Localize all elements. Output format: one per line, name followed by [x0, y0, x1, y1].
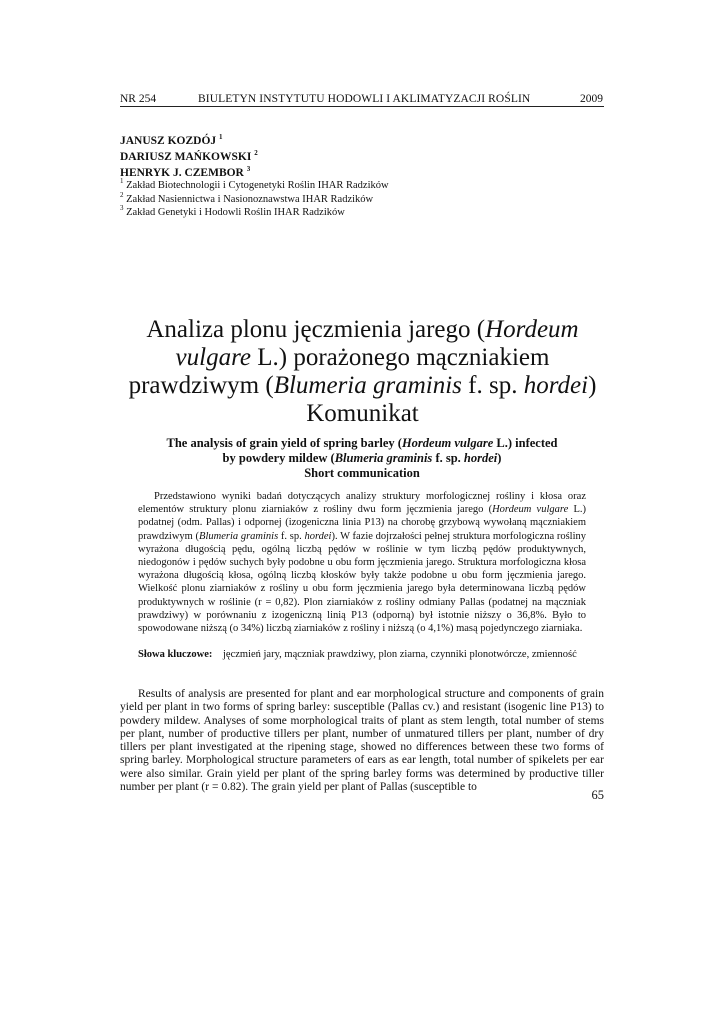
- affiliation: $^2$ Zakład Nasiennictwa i Nasionoznawstwa IHAR Radzików: [120, 190, 374, 205]
- keywords-text: jęczmień jary, mączniak prawdziwy, plon ziarna, czynniki plonotwórcze, zmienność: [223, 649, 577, 660]
- abstract: [138, 490, 586, 635]
- author-list: [120, 133, 520, 181]
- abstract-paragraph: Przedstawiono wyniki badań dotyczących analizy struktury morfologicznej rośliny i kłosa oraz elementów struktury plonu ziarniaków z rośliny dwu form jęczmienia jarego (Hordeum vulgare L.) podatnej (odm. Pallas) i odpornej (izogeniczna linia P13) na chorobę grzybową wywołaną mączniakiem prawdziwym (Blumeria graminis f. sp. hordei). W fazie dojrzałości pełnej struktura morfologiczna rośliny wyrażona długością pędu, ogólną liczbą pędów w roślinie w tym liczbą pędów produktywnych, niedogonów i pędów suchych były podobne u obu form jęczmienia jarego. Struktura morfologiczna kłosa wyrażona długością kłosa, ogólną liczbą kłosków były także podobne u obu form jęczmienia jarego. Wielkość plonu ziarniaków z rośliny u obu form jęczmienia jarego była determinowana liczbą pędów produktywnych w roślinie (r = 0,82). Plon ziarniaków z rośliny odmiany Pallas (podatnej na mączniak prawdziwy) w porównaniu z izogeniczną linią P13 (odporną) był istotnie niższy o 36,8%. Było to spowodowane niższą (o 34%) liczbą ziarniaków z rośliny i niższą (o 4,1%) masą pojedynczego ziarniaka.: [138, 491, 586, 635]
- keywords-label: Słowa kluczowe:: [138, 649, 213, 660]
- author: DARIUSZ MAŃKOWSKI $^2$: [120, 149, 258, 163]
- affiliation: $^3$ Zakład Genetyki i Hodowli Roślin IHAR Radzików: [120, 204, 345, 218]
- running-header: [120, 92, 604, 106]
- issue-number: NR 254: [120, 93, 157, 105]
- summary-paragraph: Results of analysis are presented for plant and ear morphological structure and components of grain yield per plant in two forms of spring barley: susceptible (Pallas cv.) and resistant (isogenic line P13) to powdery mildew. Analyses of some morphological traits of plant as stem length, total number of stems per plant, number of productive tillers per plant, number of unmatured tillers per plant, number of dry tillers per plant investigated at the ripening stage, showed no differences between these two forms of spring barley. Morphological structure parameters of ears as ear length, total number of spikelets per ear were also similar. Grain yield per plant of the spring barley forms was determined by productive tiller number per plant (r = 0.82). The grain yield per plant of Pallas (susceptible to: [120, 688, 604, 794]
- paper-title: [110, 316, 615, 428]
- title-line: Komunikat: [306, 400, 419, 427]
- affiliation: $^1$ Zakład Biotechnologii i Cytogenetyki Roślin IHAR Radzików: [120, 177, 389, 191]
- author: HENRYK J. CZEMBOR $^3$: [120, 165, 251, 179]
- subtitle-line: Short communication: [304, 466, 420, 480]
- affiliation-list: [120, 179, 520, 220]
- journal-title: BIULETYN INSTYTUTU HODOWLI I AKLIMATYZACJI ROŚLIN: [198, 93, 531, 105]
- header-rule: [120, 106, 604, 107]
- title-line: vulgare L.) porażonego mączniakiem: [175, 344, 550, 371]
- subtitle-line: The analysis of grain yield of spring barley (Hordeum vulgare L.) infected: [166, 436, 558, 450]
- author: JANUSZ KOZDÓJ $^1$: [120, 133, 223, 147]
- publication-year: 2009: [580, 93, 603, 105]
- subtitle-line: by powdery mildew (Blumeria graminis f. sp. hordei): [222, 451, 502, 465]
- english-summary: [120, 688, 604, 794]
- page-number: 65: [591, 788, 604, 802]
- english-title: [120, 436, 604, 481]
- title-line: prawdziwym (Blumeria graminis f. sp. hordei): [128, 372, 597, 399]
- title-line: Analiza plonu jęczmienia jarego (Hordeum: [146, 316, 579, 343]
